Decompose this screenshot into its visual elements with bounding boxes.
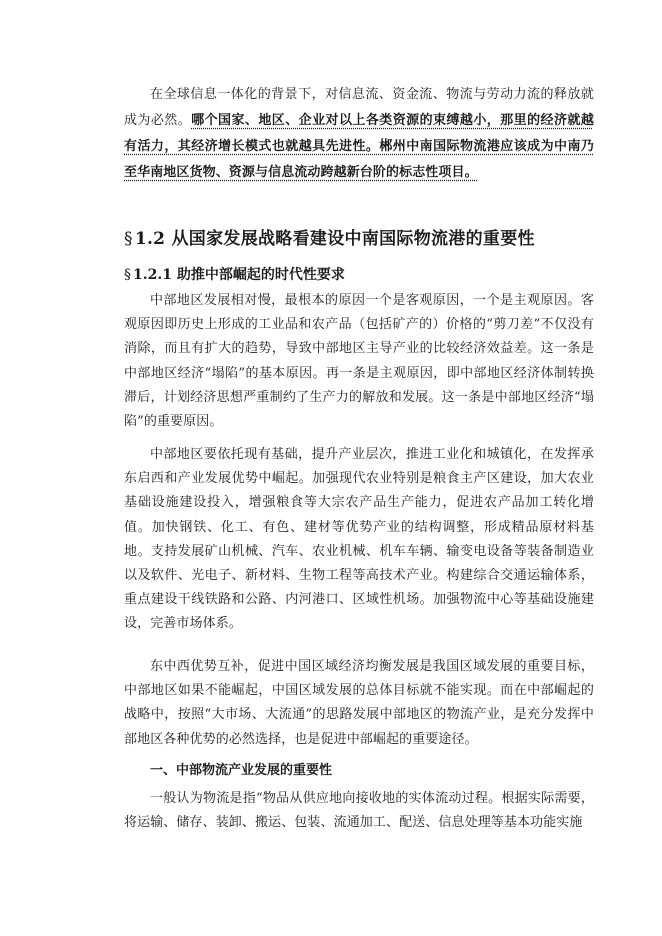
subsection-heading-text: 1.2.1 助推中部崛起的时代性要求 xyxy=(133,267,345,283)
intro-emphasis-text: 哪个国家、地区、企业对以上各类资源的束缚越小，那里的经济就越有活力，其经济增长模式也就越具先进性。郴州中南国际物流港应该成为中南乃至华南地区货物、资源与信息流动跨越新台阶的标志性项目。 xyxy=(124,113,594,180)
minor-heading: 一、中部物流产业发展的重要性 xyxy=(150,763,333,778)
section-heading-text: 1.2 从国家发展战略看建设中南国际物流港的重要性 xyxy=(134,229,535,249)
section-heading xyxy=(124,226,594,252)
intro-normal-text: 在全球信息一体化的背景下，对信息流、资金流、物流与劳动力流的释放就成为必然。 xyxy=(124,87,594,128)
intro-paragraph xyxy=(124,82,594,186)
paragraph-logistics-definition: 一般认为物流是指“物品从供应地向接收地的实体流动过程。根据实际需要，将运输、储存、装卸、搬运、包装、流通加工、配送、信息处理等基本功能实施 xyxy=(124,791,594,831)
section-mark: § xyxy=(124,229,133,249)
subsection-mark: § xyxy=(124,267,131,283)
subsection-heading xyxy=(124,263,594,287)
paragraph-causes: 中部地区发展相对慢，最根本的原因一个是客观原因，一个是主观原因。客观原因即历史上形成的工业品和农产品（包括矿产的）价格的“剪刀差”不仅没有消除，而且有扩大的趋势，导致中部地区主导产业的比较经济效益差。这一条是中部地区经济“塌陷”的基本原因。再一条是主观原因，即中部地区经济体制转换滞后，计划经济思想严重制约了生产力的解放和发展。这一条是中部地区经济“塌陷”的重要原因。 xyxy=(124,293,594,430)
paragraph-strategy: 中部地区要依托现有基础，提升产业层次，推进工业化和城镇化，在发挥承东启西和产业发展优势中崛起。加强现代农业特别是粮食主产区建设，加大农业基础设施建设投入，增强粮食等大宗农产品生产能力，促进农产品加工转化增值。加快钢铁、化工、有色、建材等优势产业的结构调整，形成精品原材料基地。支持发展矿山机械、汽车、农业机械、机车车辆、输变电设备等装备制造业以及软件、光电子、新材料、生物工程等高技术产业。构建综合交通运输体系，重点建设干线铁路和公路、内河港口、区域性机场。加强物流中心等基础设施建设，完善市场体系。 xyxy=(124,447,594,632)
paragraph-complementarity: 东中西优势互补，促进中国区域经济均衡发展是我国区域发展的重要目标，中部地区如果不能崛起，中国区域发展的总体目标就不能实现。而在中部崛起的战略中，按照“大市场、大流通”的思路发展中部地区的物流产业，是充分发挥中部地区各种优势的必然选择，也是促进中部崛起的重要途径。 xyxy=(124,659,594,747)
